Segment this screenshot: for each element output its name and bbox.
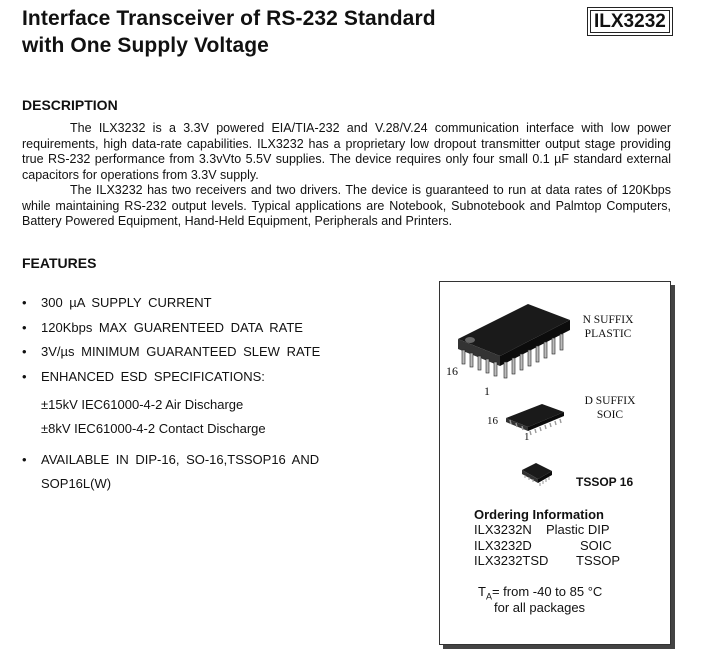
d-suffix-text: D SUFFIX <box>584 395 636 407</box>
feature-text: 300 µA SUPPLY CURRENT <box>41 295 212 310</box>
soic-pin-1-label: 1 <box>524 431 530 443</box>
dip-pin-16-label: 16 <box>446 364 458 378</box>
bullet-icon: • <box>22 452 27 467</box>
d-suffix-label <box>574 394 646 422</box>
temperature-range <box>478 584 602 602</box>
bullet-icon: • <box>22 295 27 310</box>
feature-text: ENHANCED ESD SPECIFICATIONS: <box>41 369 265 384</box>
ordering-heading: Ordering Information <box>474 507 604 522</box>
bullet-icon: • <box>22 369 27 384</box>
ordering-package-tsd: TSSOP <box>576 553 621 568</box>
temp-range-text: = from -40 to 85 °C <box>491 584 603 599</box>
feature-text-continued: SOP16L(W) <box>41 476 112 491</box>
bullet-icon: • <box>22 320 27 335</box>
description-body <box>22 121 671 230</box>
n-suffix-label <box>570 313 646 341</box>
part-number-badge: ILX3232 <box>587 7 673 36</box>
dip16-package-icon <box>448 294 578 394</box>
ordering-package-d: SOIC <box>580 538 612 553</box>
ordering-part-d: ILX3232D <box>474 538 532 553</box>
esd-contact-discharge: ±8kV IEC61000-4-2 Contact Discharge <box>41 421 266 436</box>
title-line-1: Interface Transceiver of RS-232 Standard <box>22 7 436 30</box>
ordering-part-n: ILX3232N <box>474 522 532 537</box>
n-type-text: PLASTIC <box>584 328 632 340</box>
soic-pin-16-label: 16 <box>487 415 498 427</box>
temperature-note: for all packages <box>494 600 586 615</box>
ordering-package-n: Plastic DIP <box>546 522 610 537</box>
esd-air-discharge: ±15kV IEC61000-4-2 Air Discharge <box>41 397 244 412</box>
soic16-package-icon <box>500 400 570 436</box>
description-paragraph-2: The ILX3232 has two receivers and two drivers. The device is guaranteed to run at data rates of 120Kbps while maintaining RS-232 output levels. Typical applications are Notebook, Subnotebook and Palmtop Computers, Battery Powered Equipment, Hand-Held Equipment, Peripherals and Printers. <box>22 183 671 228</box>
temp-subscript: A <box>485 591 492 602</box>
page-title <box>22 5 436 59</box>
ordering-part-tsd: ILX3232TSD <box>474 553 549 568</box>
tssop16-package-icon <box>518 460 556 490</box>
feature-text: AVAILABLE IN DIP-16, SO-16,TSSOP16 AND <box>41 452 320 467</box>
n-suffix-text: N SUFFIX <box>582 314 634 326</box>
description-heading: DESCRIPTION <box>22 97 118 113</box>
title-line-2: with One Supply Voltage <box>22 34 269 57</box>
dip-pin-1-label: 1 <box>484 384 490 398</box>
package-info-box <box>439 281 671 645</box>
features-heading: FEATURES <box>22 255 97 271</box>
description-paragraph-1: The ILX3232 is a 3.3V powered EIA/TIA-232 and V.28/V.24 communication interface with low power requirements, high data-rate capabilities. ILX3232 has a proprietary low dropout transmitter output stage providing true RS-232 performance from 3.3vVto 5.5V supplies. The device requires only four small 0.1 µF standard external capacitors for operations from 3.3V supply. <box>22 121 671 182</box>
temp-symbol: T <box>478 584 486 599</box>
tssop-label: TSSOP 16 <box>576 475 634 489</box>
feature-text: 120Kbps MAX GUARENTEED DATA RATE <box>41 320 303 335</box>
bullet-icon: • <box>22 344 27 359</box>
d-type-text: SOIC <box>596 409 624 421</box>
feature-text: 3V/µs MINIMUM GUARANTEED SLEW RATE <box>41 344 321 359</box>
